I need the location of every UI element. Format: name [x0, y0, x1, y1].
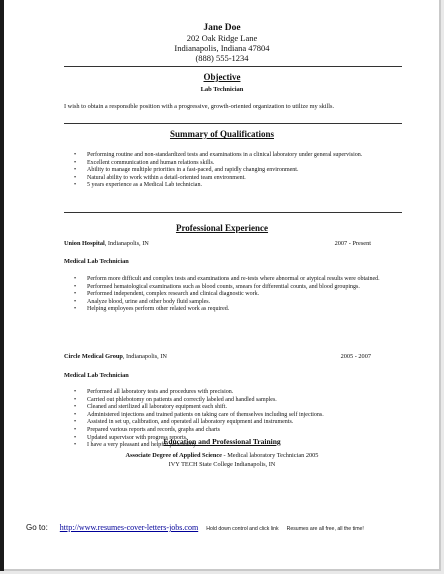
- goto-label: Go to:: [26, 523, 48, 532]
- bullet-icon: •: [74, 283, 77, 290]
- list-item: • Prepared various reports and records, graphs and charts: [74, 426, 220, 433]
- bullet-icon: •: [74, 159, 77, 166]
- education-degree: Associate Degree of Applied Science - Medical laboratory Technician 2005: [125, 452, 319, 459]
- experience-heading: Professional Experience: [175, 223, 269, 233]
- list-item: • Cleaned and sterilized all laboratory equipment each shift.: [74, 404, 227, 411]
- list-item: • Updated supervisor with progress reports.: [74, 434, 188, 441]
- address-line-1: 202 Oak Ridge Lane: [186, 33, 258, 43]
- footer-note-free: Resumes are all free, all the time!: [286, 526, 364, 532]
- qualifications-heading: Summary of Qualifications: [169, 129, 274, 139]
- objective-text: I wish to obtain a responsible position with a progressive, growth-oriented organization to utilize my skills.: [64, 103, 335, 110]
- job-1-duties: [74, 276, 404, 314]
- job-1-employer: Union Hospital, Indianapolis, IN: [64, 240, 149, 247]
- bullet-icon: •: [74, 426, 77, 433]
- bullet-icon: •: [74, 291, 77, 298]
- footer: [26, 518, 436, 534]
- qualifications-divider: [64, 212, 402, 213]
- job-2-dates: 2005 - 2007: [340, 353, 371, 360]
- list-item: • Performed hematological examinations such as blood counts, smears for differential counts, and blood groupings.: [74, 283, 360, 290]
- job-1-dates: 2007 - Present: [334, 240, 371, 247]
- list-item: • Ability to manage multiple priorities in a fast-paced, and rapidly changing environment.: [74, 167, 299, 174]
- list-item: • Performed independent, complex research and clinical diagnostic work.: [74, 291, 260, 298]
- list-item: • I have a very pleasant and helpful personality.: [74, 442, 198, 449]
- bullet-icon: •: [74, 389, 77, 395]
- bullet-icon: •: [74, 152, 77, 158]
- education-heading: Education and Professional Training: [163, 437, 281, 446]
- job-1-title: Medical Lab Technician: [64, 258, 129, 265]
- list-item: • Assisted in set up, calibration, and operated all laboratory equipment and instruments.: [74, 419, 294, 426]
- bullet-icon: •: [74, 276, 77, 282]
- bullet-icon: •: [74, 419, 77, 426]
- list-item: • 5 years experience as a Medical Lab technician.: [74, 182, 202, 189]
- job-2-title: Medical Lab Technician: [64, 372, 129, 379]
- list-item: • Excellent communication and human relations skills.: [74, 159, 215, 166]
- list-item: • Performing routine and non-standardized tests and examinations in a clinical laboratory under general supervision.: [74, 152, 363, 158]
- left-edge-bar: [0, 0, 4, 571]
- objective-divider: [64, 123, 402, 124]
- bullet-icon: •: [74, 396, 77, 403]
- objective-heading: Objective: [203, 72, 241, 82]
- list-item: • Perform more difficult and complex tests and examinations and re-tests where abnormal or atypical results were obtained.: [74, 276, 380, 282]
- education-school: IVY TECH State College Indianapolis, IN: [168, 461, 276, 468]
- header-divider: [64, 66, 402, 67]
- list-item: • Administered injections and trained patients on taking care of themselves including self injections.: [74, 411, 324, 418]
- footer-note-control-click: Hold down control and click link: [206, 526, 279, 532]
- bullet-icon: •: [74, 442, 77, 449]
- bullet-icon: •: [74, 182, 77, 189]
- bullet-icon: •: [74, 306, 77, 313]
- list-item: • Helping employees perform other related work as required.: [74, 306, 230, 313]
- bullet-icon: •: [74, 298, 77, 305]
- bullet-icon: •: [74, 434, 77, 441]
- list-item: • Natural ability to work within a detail-oriented team environment.: [74, 174, 246, 181]
- list-item: • Performed all laboratory tests and procedures with precision.: [74, 389, 234, 395]
- bullet-icon: •: [74, 174, 77, 181]
- bullet-icon: •: [74, 167, 77, 174]
- list-item: • Carried out phlebotomy on patients and correctly labeled and handled samples.: [74, 396, 277, 403]
- phone-number: (888) 555-1234: [195, 53, 249, 63]
- address-line-2: Indianapolis, Indiana 47804: [174, 43, 270, 53]
- resume-site-link[interactable]: http://www.resumes-cover-letters-jobs.com: [59, 523, 199, 532]
- bullet-icon: •: [74, 404, 77, 411]
- job-2-employer: Circle Medical Group, Indianapolis, IN: [64, 353, 167, 360]
- qualifications-list: [74, 152, 404, 190]
- bullet-icon: •: [74, 411, 77, 418]
- applicant-name: Jane Doe: [203, 23, 241, 33]
- list-item: • Analyze blood, urine and other body fluid samples.: [74, 298, 211, 305]
- objective-subtitle: Lab Technician: [200, 86, 244, 93]
